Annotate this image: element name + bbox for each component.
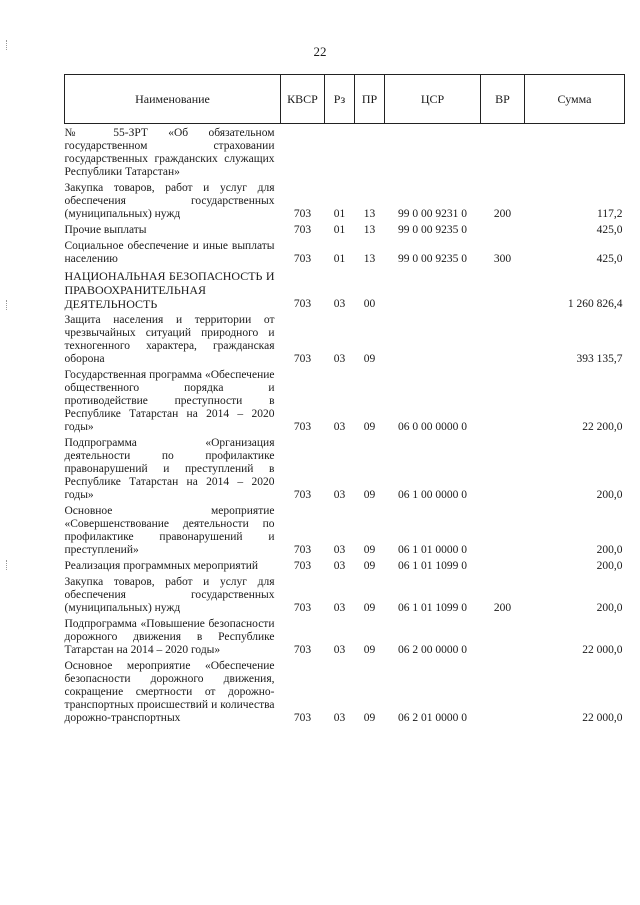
table-row (65, 237, 625, 266)
header-vr: ВР (481, 75, 525, 124)
cell-pr: 09 (363, 560, 376, 572)
table-row (65, 502, 625, 557)
cell-vr (481, 502, 525, 557)
margin-mark (6, 300, 8, 310)
cell-rz: 03 (333, 421, 346, 433)
cell-name: Закупка товаров, работ и услуг для обеспечения государственных (муниципальных) нужд (64, 576, 275, 614)
cell-name: Прочие выплаты (64, 224, 147, 236)
cell-rz: 01 (333, 208, 346, 220)
cell-pr: 13 (363, 208, 376, 220)
cell-csr: 06 2 00 0000 0 (398, 644, 467, 656)
budget-table (64, 74, 625, 725)
cell-kvsr: 703 (293, 544, 312, 556)
cell-name: Основное мероприятие «Обеспечение безопасности дорожного движения, сокращение смертности от дорожно-транспортных происшествий и количества дорожно-транспортных (64, 660, 275, 724)
cell-sum: 200,0 (596, 544, 623, 556)
table-row (65, 179, 625, 221)
cell-vr (481, 615, 525, 657)
header-csr: ЦСР (385, 75, 481, 124)
cell-csr (385, 266, 481, 311)
cell-csr: 06 0 00 0000 0 (398, 421, 467, 433)
table-row (65, 557, 625, 573)
table-row (65, 657, 625, 725)
cell-pr: 09 (363, 353, 376, 365)
cell-vr (481, 557, 525, 573)
cell-kvsr: 703 (293, 353, 312, 365)
cell-csr: 06 1 01 1099 0 (398, 602, 467, 614)
cell-name: Защита населения и территории от чрезвычайных ситуаций природного и техногенного характера, гражданская оборона (64, 314, 275, 365)
cell-rz: 03 (333, 489, 346, 501)
cell-vr (481, 266, 525, 311)
cell-kvsr: 703 (293, 489, 312, 501)
cell-rz: 03 (333, 644, 346, 656)
cell-pr: 09 (363, 489, 376, 501)
cell-csr: 99 0 00 9235 0 (398, 224, 467, 236)
table-row (65, 366, 625, 434)
cell-name: Социальное обеспечение и иные выплаты населению (64, 240, 275, 265)
cell-kvsr: 703 (293, 421, 312, 433)
cell-name: Государственная программа «Обеспечение общественного порядка и противодействие преступности в Республике Татарстан на 2014 – 2020 годы» (64, 369, 275, 433)
cell-name: Подпрограмма «Повышение безопасности дорожного движения в Республике Татарстан на 2014 – 2020 годы» (64, 618, 275, 656)
cell-sum: 393 135,7 (576, 353, 623, 365)
cell-vr (481, 366, 525, 434)
table-row (65, 434, 625, 502)
cell-kvsr: 703 (293, 602, 312, 614)
cell-pr: 09 (363, 421, 376, 433)
table-header-row (65, 75, 625, 124)
cell-csr: 99 0 00 9231 0 (398, 208, 467, 220)
cell-rz: 01 (333, 224, 346, 236)
cell-vr: 200 (493, 602, 512, 614)
cell-sum: 425,0 (596, 224, 623, 236)
cell-vr (481, 221, 525, 237)
page-number: 22 (313, 44, 327, 59)
cell-pr: 00 (363, 298, 376, 310)
header-sum: Сумма (525, 75, 625, 124)
cell-csr: 99 0 00 9235 0 (398, 253, 467, 265)
cell-rz: 03 (333, 298, 346, 310)
cell-name: Реализация программных мероприятий (64, 560, 259, 572)
table-row (65, 615, 625, 657)
table-row (65, 124, 625, 180)
cell-sum: 22 000,0 (582, 712, 623, 724)
cell-csr: 06 1 01 1099 0 (398, 560, 467, 572)
cell-vr: 200 (493, 208, 512, 220)
cell-pr: 09 (363, 544, 376, 556)
cell-pr: 09 (363, 712, 376, 724)
cell-csr: 06 1 00 0000 0 (398, 489, 467, 501)
table-row (65, 266, 625, 311)
cell-csr (385, 311, 481, 366)
table-row (65, 311, 625, 366)
cell-rz: 03 (333, 353, 346, 365)
cell-vr (481, 124, 525, 180)
header-pr: ПР (355, 75, 385, 124)
cell-rz: 01 (333, 253, 346, 265)
cell-kvsr: 703 (293, 712, 312, 724)
cell-pr: 09 (363, 644, 376, 656)
cell-vr (481, 657, 525, 725)
header-kvsr: КВСР (281, 75, 325, 124)
cell-csr (385, 124, 481, 180)
table-row (65, 221, 625, 237)
cell-csr: 06 1 01 0000 0 (398, 544, 467, 556)
cell-kvsr: 703 (293, 560, 312, 572)
cell-pr: 13 (363, 224, 376, 236)
cell-rz: 03 (333, 602, 346, 614)
cell-sum: 22 000,0 (582, 644, 623, 656)
cell-rz: 03 (333, 712, 346, 724)
cell-sum: 1 260 826,4 (567, 298, 623, 310)
cell-kvsr: 703 (293, 253, 312, 265)
cell-name: НАЦИОНАЛЬНАЯ БЕЗОПАСНОСТЬ И ПРАВООХРАНИТЕЛЬНАЯ ДЕЯТЕЛЬНОСТЬ (64, 269, 275, 311)
cell-name: № 55-ЗРТ «Об обязательном государственном страховании государственных гражданских служащих Республики Татарстан» (64, 127, 275, 178)
cell-rz: 03 (333, 560, 346, 572)
cell-pr: 09 (363, 602, 376, 614)
cell-rz: 03 (333, 544, 346, 556)
cell-sum: 425,0 (596, 253, 623, 265)
cell-kvsr: 703 (293, 208, 312, 220)
cell-name: Закупка товаров, работ и услуг для обеспечения государственных (муниципальных) нужд (64, 182, 275, 220)
cell-vr: 300 (493, 253, 512, 265)
cell-name: Подпрограмма «Организация деятельности по профилактике правонарушений и преступлений в Республике Татарстан на 2014 – 2020 годы» (64, 437, 275, 501)
table-row (65, 573, 625, 615)
cell-kvsr: 703 (293, 224, 312, 236)
cell-rz (325, 124, 355, 180)
table-body (65, 124, 625, 726)
cell-pr (355, 124, 385, 180)
cell-kvsr (281, 124, 325, 180)
cell-vr (481, 311, 525, 366)
cell-sum (525, 124, 625, 180)
cell-kvsr: 703 (293, 644, 312, 656)
cell-sum: 200,0 (596, 602, 623, 614)
cell-sum: 200,0 (596, 560, 623, 572)
header-rz: Рз (325, 75, 355, 124)
cell-sum: 22 200,0 (582, 421, 623, 433)
cell-name: Основное мероприятие «Совершенствование деятельности по профилактике правонарушений и преступлений» (64, 505, 275, 556)
cell-kvsr: 703 (293, 298, 312, 310)
margin-mark (6, 560, 8, 570)
header-name: Наименование (65, 75, 281, 124)
cell-pr: 13 (363, 253, 376, 265)
cell-vr (481, 434, 525, 502)
cell-sum: 200,0 (596, 489, 623, 501)
cell-csr: 06 2 01 0000 0 (398, 712, 467, 724)
cell-sum: 117,2 (597, 208, 623, 220)
